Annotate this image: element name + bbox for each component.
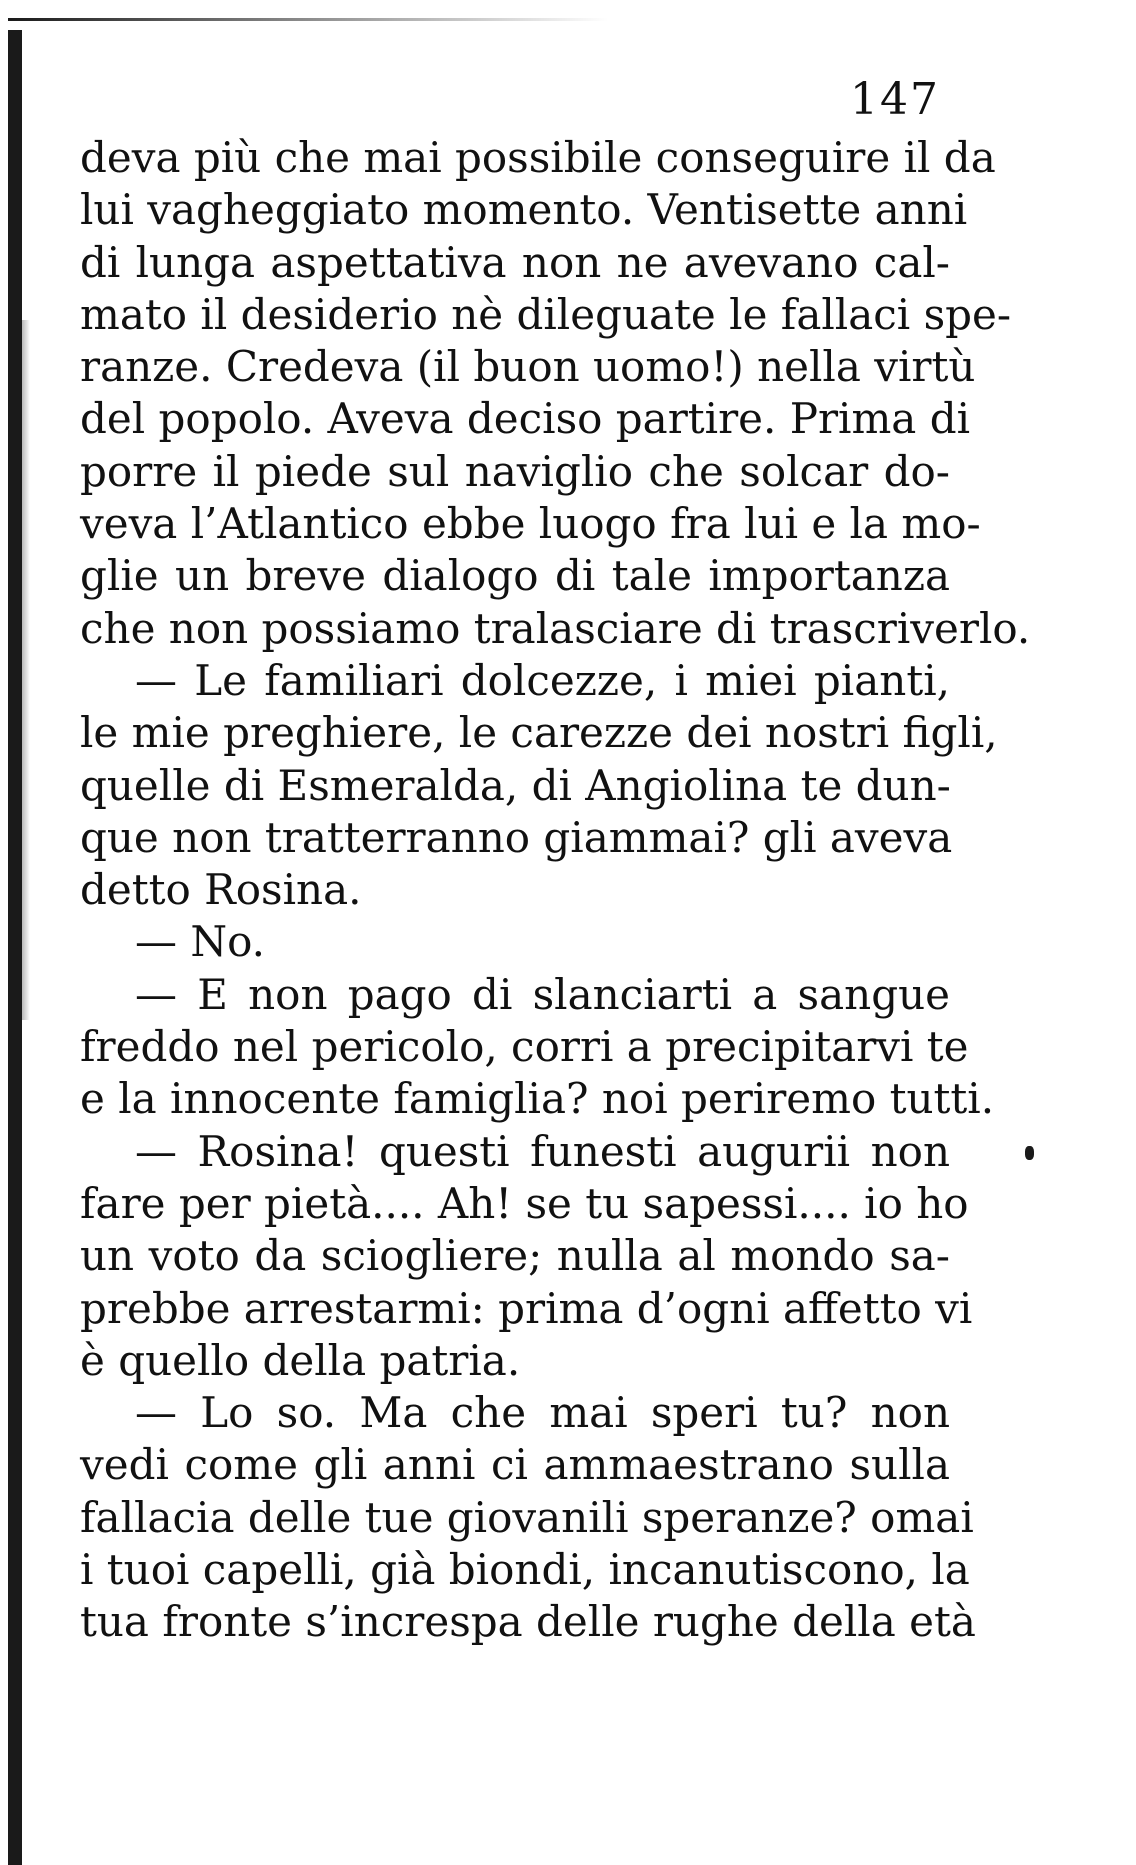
text-line: i tuoi capelli, già biondi, incanutiscono, la xyxy=(80,1545,970,1595)
text-line: ranze. Credeva (il buon uomo!) nella virtù xyxy=(80,342,976,392)
text-line: prebbe arrestarmi: prima d’ogni affetto vi xyxy=(80,1283,973,1333)
text-line: di lunga aspettativa non ne avevano cal- xyxy=(80,237,950,287)
dialogue-line: — Rosina! questi funesti augurii non xyxy=(135,1126,950,1176)
text-line: glie un breve dialogo di tale importanza xyxy=(80,551,950,601)
body-text xyxy=(80,132,1031,1649)
text-line: mato il desiderio nè dileguate le fallaci spe- xyxy=(80,289,1012,339)
text-line: detto Rosina. xyxy=(80,865,362,915)
text-line: tua fronte s’increspa delle rughe della età xyxy=(80,1597,976,1647)
text-line: veva l’Atlantico ebbe luogo fra lui e la mo- xyxy=(80,499,981,549)
page-number: 147 xyxy=(850,74,940,125)
dialogue-line: — Le familiari dolcezze, i miei pianti, xyxy=(135,655,950,705)
text-line: è quello della patria. xyxy=(80,1335,521,1385)
text-line: freddo nel pericolo, corri a precipitarvi te xyxy=(80,1022,969,1072)
text-line: che non possiamo tralasciare di trascriverlo. xyxy=(80,603,1031,653)
dialogue-line: — No. xyxy=(135,917,265,967)
text-line: porre il piede sul naviglio che solcar do- xyxy=(80,446,950,496)
text-line: que non tratterranno giammai? gli aveva xyxy=(80,812,953,862)
text-line: deva più che mai possibile conseguire il da xyxy=(80,133,996,182)
dialogue-line: — E non pago di slanciarti a sangue xyxy=(135,969,950,1019)
text-line: fallacia delle tue giovanili speranze? omai xyxy=(80,1492,974,1542)
top-edge-rule xyxy=(8,18,608,21)
text-line: del popolo. Aveva deciso partire. Prima di xyxy=(80,394,971,444)
text-line: lui vagheggiato momento. Ventisette anni xyxy=(80,185,968,235)
text-line: fare per pietà.... Ah! se tu sapessi.... io ho xyxy=(80,1178,969,1228)
dialogue-line: — Lo so. Ma che mai speri tu? non xyxy=(135,1388,950,1438)
text-line: quelle di Esmeralda, di Angiolina te dun- xyxy=(80,760,951,810)
text-line: un voto da sciogliere; nulla al mondo sa- xyxy=(80,1231,950,1281)
text-line: le mie preghiere, le carezze dei nostri figli, xyxy=(80,708,998,758)
text-line: e la innocente famiglia? noi periremo tutti. xyxy=(80,1074,995,1124)
binding-edge xyxy=(8,30,22,1865)
binding-shadow xyxy=(22,320,30,1020)
ink-speck xyxy=(1025,1146,1034,1160)
text-line: vedi come gli anni ci ammaestrano sulla xyxy=(80,1440,950,1490)
